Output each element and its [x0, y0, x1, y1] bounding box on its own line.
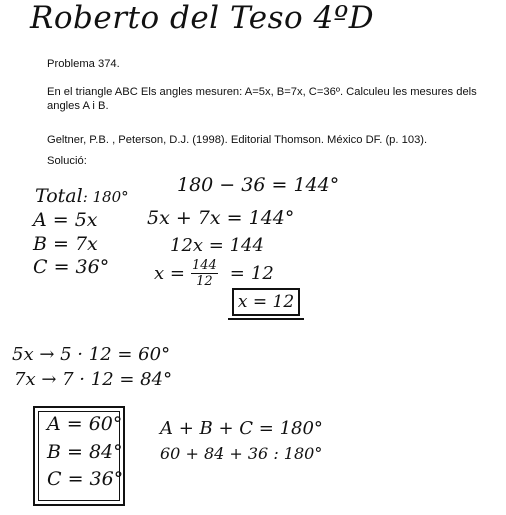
angle-a-definition: A = 5x — [33, 209, 98, 231]
divide-result: 12 — [250, 262, 274, 284]
equation-step-sum: 5x + 7x = 144° — [147, 207, 295, 229]
summary-angle-a: A = 60° — [47, 413, 123, 435]
divide-prefix: x = — [154, 262, 185, 284]
equation-step-subtract: 180 − 36 = 144° — [177, 174, 340, 196]
author-heading: Roberto del Teso 4ºD — [30, 0, 375, 36]
bibliographic-reference: Geltner, P.B. , Peterson, D.J. (1998). Editorial Thomson. México DF. (p. 103). — [47, 134, 428, 146]
fraction-numerator: 144 — [191, 257, 217, 273]
fraction — [191, 258, 218, 289]
fraction-denominator: 12 — [196, 273, 213, 289]
total-value: : 180° — [82, 188, 129, 206]
calc-angle-a: 5x → 5 · 12 = 60° — [12, 344, 171, 365]
equation-step-divide — [154, 253, 274, 293]
summary-angle-c: C = 36° — [47, 468, 124, 490]
problem-number: Problema 374. — [47, 58, 120, 70]
solution-label: Solució: — [47, 155, 87, 167]
total-angles-line — [35, 185, 129, 207]
equation-step-combine: 12x = 144 — [170, 235, 264, 256]
total-label: Total — [35, 185, 83, 207]
angle-c-definition: C = 36° — [33, 256, 110, 278]
verification-numbers: 60 + 84 + 36 : 180° — [160, 444, 323, 463]
problem-statement: En el triangle ABC Els angles mesuren: A=5x, B=7x, C=36º. Calculeu les mesures dels angles A i B. — [47, 86, 477, 112]
verification-formula: A + B + C = 180° — [160, 418, 323, 439]
summary-angle-b: B = 84° — [47, 441, 123, 463]
divide-equals: = — [229, 262, 245, 284]
calc-angle-b: 7x → 7 · 12 = 84° — [14, 369, 173, 390]
angle-b-definition: B = 7x — [33, 233, 98, 255]
boxed-result-x: x = 12 — [232, 288, 300, 316]
